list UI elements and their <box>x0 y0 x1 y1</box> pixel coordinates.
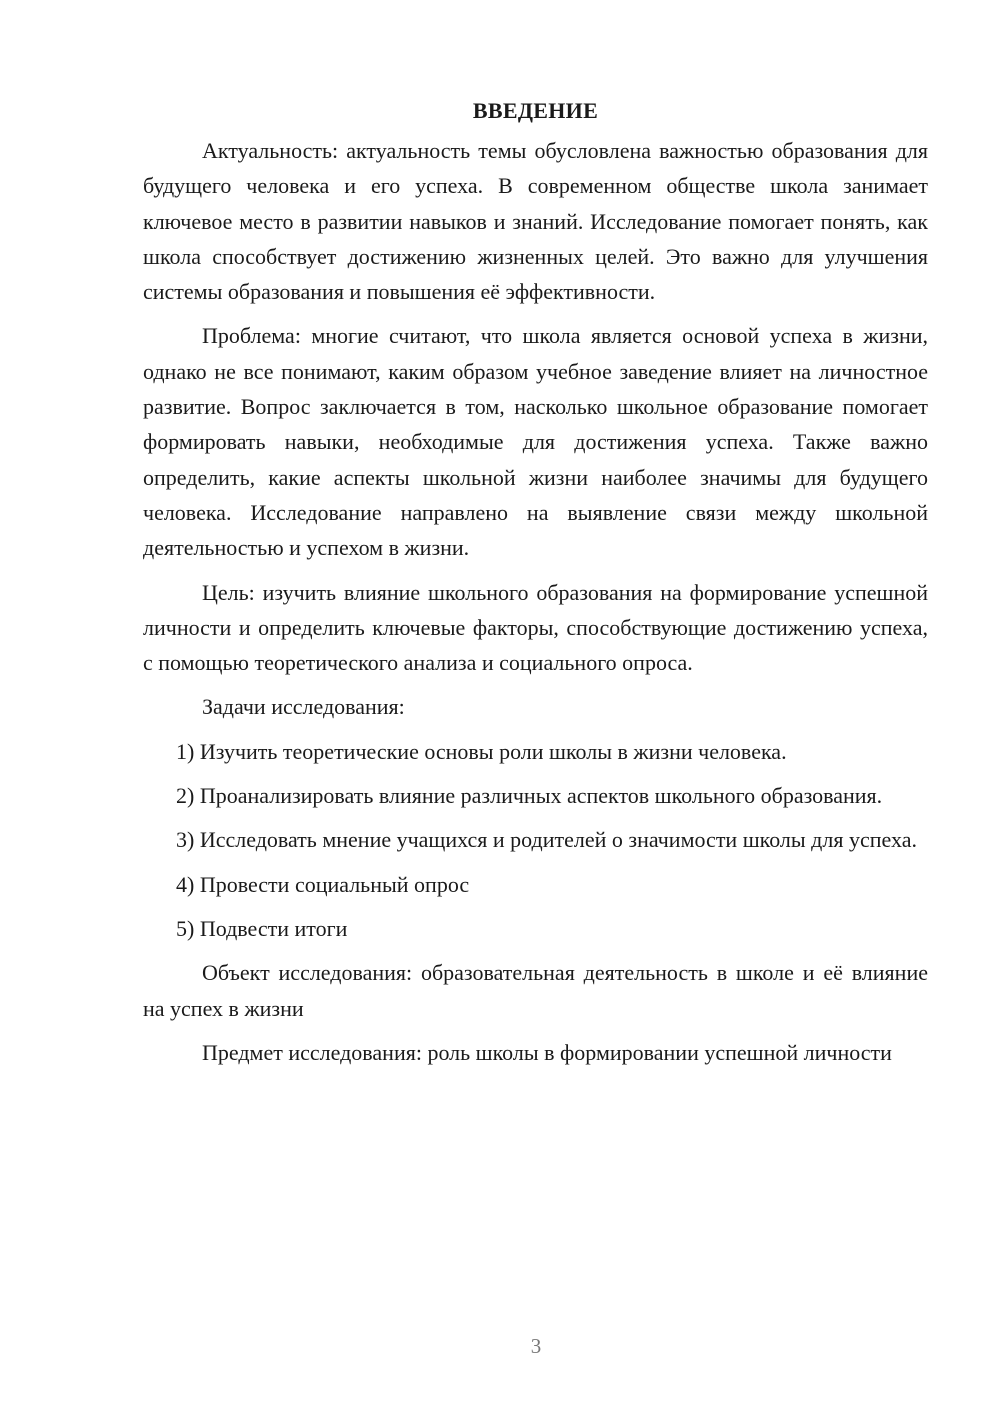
task-item-3: 3) Исследовать мнение учащихся и родителей о значимости школы для успеха. <box>176 827 917 853</box>
task-item-4: 4) Провести социальный опрос <box>176 871 470 897</box>
paragraph-subject: Предмет исследования: роль школы в формировании успешной личности <box>202 1039 892 1065</box>
paragraph-object: Объект исследования: образовательная деятельность в школе и её влияние на успех в жизни <box>143 960 928 1021</box>
task-item-2: 2) Проанализировать влияние различных аспектов школьного образования. <box>176 783 883 809</box>
document-page <box>143 96 928 1070</box>
paragraph-relevance: Актуальность: актуальность темы обусловлена важностью образования для будущего человека и его успеха. В современном обществе школа занимает ключевое место в развитии навыков и знаний. Исследование помогает понять, как школа способствует достижению жизненных целей. Это важно для улучшения системы образования и повышения её эффективности. <box>143 138 928 305</box>
paragraph-goal: Цель: изучить влияние школьного образования на формирование успешной личности и определить ключевые факторы, способствующие достижению успеха, с помощью теоретического анализа и социального опроса. <box>143 579 928 676</box>
tasks-heading: Задачи исследования: <box>202 694 405 720</box>
task-item-1: 1) Изучить теоретические основы роли школы в жизни человека. <box>176 738 787 764</box>
document-title: ВВЕДЕНИЕ <box>472 98 599 123</box>
page-number: 3 <box>530 1334 542 1358</box>
paragraph-problem: Проблема: многие считают, что школа является основой успеха в жизни, однако не все понимают, каким образом учебное заведение влияет на личностное развитие. Вопрос заключается в том, насколько школьное образование помогает формировать навыки, необходимые для достижения успеха. Также важно определить, какие аспекты школьной жизни наиболее значимы для будущего человека. Исследование направлено на выявление связи между школьной деятельностью и успехом в жизни. <box>143 323 928 561</box>
task-item-5: 5) Подвести итоги <box>176 915 348 941</box>
